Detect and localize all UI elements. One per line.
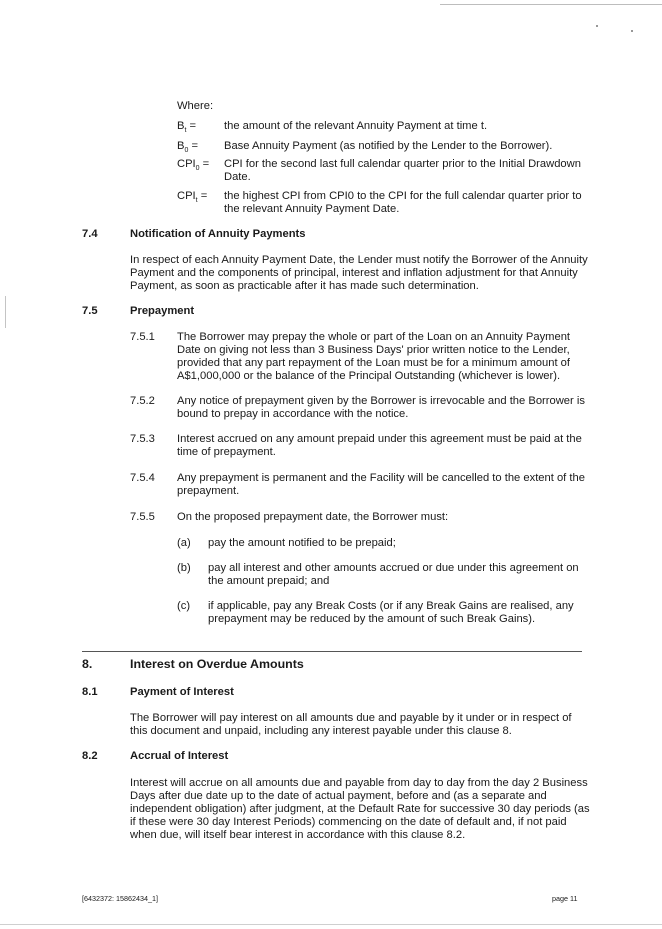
paragraph-line: Interest will accrue on all amounts due and payable from day to day from the day 2 Business (130, 777, 588, 789)
clause-line: The Borrower may prepay the whole or part of the Loan on an Annuity Payment (177, 331, 571, 343)
clause-line: Interest accrued on any amount prepaid under this agreement must be paid at the (177, 433, 582, 445)
clause-number: 7.5.4 (130, 472, 155, 484)
section-heading: Payment of Interest (130, 686, 234, 698)
clause-number: 7.5.2 (130, 395, 155, 407)
clause-line: time of prepayment. (177, 446, 276, 458)
paragraph-line: if these were 30 day Interest Periods) commencing on the date of default and, if not paid (130, 816, 567, 828)
paragraph-line: Payment and the components of principal, interest and inflation adjustment for that Annuity (130, 267, 578, 279)
section-heading: Notification of Annuity Payments (130, 228, 306, 240)
definition-text: Base Annuity Payment (as notified by the Lender to the Borrower). (224, 140, 553, 152)
section-number: 8.2 (82, 750, 98, 762)
clause-line: A$1,000,000 or the balance of the Principal Outstanding (whichever is lower). (177, 370, 561, 382)
subclause-line: if applicable, pay any Break Costs (or if any Break Gains are realised, any (208, 600, 574, 612)
clause-line: Date on giving not less than 3 Business Days' prior written notice to the Lender, (177, 344, 570, 356)
paragraph-line: Days after due date up to the date of actual payment, before and (as a separate and (130, 790, 547, 802)
paragraph-line: this document and unpaid, including any interest payable under this clause 8. (130, 725, 512, 737)
clause-number: 7.5.5 (130, 511, 155, 523)
definition-text: the relevant Annuity Payment Date. (224, 203, 400, 215)
clause-number: 7.5.3 (130, 433, 155, 445)
section-number: 8.1 (82, 686, 98, 698)
page-number: page 11 (552, 894, 578, 903)
clause-line: Any prepayment is permanent and the Facility will be cancelled to the extent of the (177, 472, 585, 484)
subclause-line: prepayment may be reduced by the amount of such Break Gains). (208, 613, 536, 625)
subclause-line: pay the amount notified to be prepaid; (208, 537, 396, 549)
clause-line: prepayment. (177, 485, 240, 497)
subclause-number: (a) (177, 537, 191, 549)
definition-term: $CPI_0$ = (177, 158, 210, 173)
scan-mark (596, 25, 598, 27)
section-heading: Prepayment (130, 305, 195, 317)
subclause-number: (c) (177, 600, 191, 612)
section-number: 7.5 (82, 305, 98, 317)
section-number: 7.4 (82, 228, 98, 240)
section-heading: Interest on Overdue Amounts (130, 657, 304, 671)
where-label: Where: (177, 100, 214, 112)
document-reference: [6432372: 15862434_1] (82, 894, 158, 903)
definition-text: Date. (224, 171, 251, 183)
clause-line: On the proposed prepayment date, the Borrower must: (177, 511, 449, 523)
section-number: 8. (82, 657, 93, 671)
clause-line: provided that any part repayment of the Loan must be for a minimum amount of (177, 357, 571, 369)
section-heading: Accrual of Interest (130, 750, 229, 762)
definition-term: $B_t$ = (177, 120, 197, 135)
definition-text: CPI for the second last full calendar quarter prior to the Initial Drawdown (224, 158, 581, 170)
top-rule (440, 4, 662, 5)
clause-line: bound to prepay in accordance with the notice. (177, 408, 409, 420)
definition-term: $CPI_t$ = (177, 190, 208, 205)
subclause-line: pay all interest and other amounts accrued or due under this agreement on (208, 562, 579, 574)
paragraph-line: independent obligation) after judgment, at the Default Rate for successive 30 day periods (as (130, 803, 590, 815)
paragraph-line: when due, will itself bear interest in accordance with this clause 8.2. (130, 829, 466, 841)
definition-term: $B_0$ = (177, 140, 199, 155)
scan-mark (631, 30, 633, 32)
clause-line: Any notice of prepayment given by the Borrower is irrevocable and the Borrower is (177, 395, 585, 407)
margin-mark (5, 296, 6, 328)
definition-text: the highest CPI from CPI0 to the CPI for the full calendar quarter prior to (224, 190, 582, 202)
subclause-line: the amount prepaid; and (208, 575, 330, 587)
section-divider (82, 651, 582, 652)
paragraph-line: Payment, as soon as practicable after it has made such determination. (130, 280, 479, 292)
clause-number: 7.5.1 (130, 331, 155, 343)
paragraph-line: The Borrower will pay interest on all amounts due and payable by it under or in respect of (130, 712, 572, 724)
subclause-number: (b) (177, 562, 191, 574)
bottom-rule (0, 924, 662, 925)
paragraph-line: In respect of each Annuity Payment Date, the Lender must notify the Borrower of the Annuity (130, 254, 588, 266)
definition-text: the amount of the relevant Annuity Payment at time t. (224, 120, 488, 132)
